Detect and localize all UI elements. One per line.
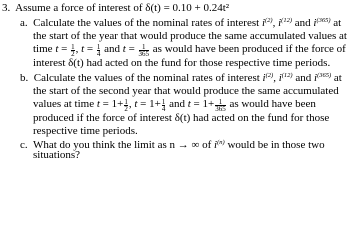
part-b-text-3b: as would have been: [229, 98, 316, 110]
part-a-line-2: the start of the year that would produce the same accumulated values at: [33, 30, 347, 42]
part-a-line-4: interest δ(t) had acted on the fund for those respective time periods.: [33, 57, 331, 69]
part-b-text-3: values at time: [33, 98, 95, 110]
time-values: t = 1+ $\frac{1}{2}$ , t = 1+ $\frac{1}{4}$ and t = 1+ $\frac{1}{365}$: [96, 98, 226, 113]
rate-symbols: $i^{(2)}$, $i^{(12)}$ and $i^{(365)}$ at: [262, 72, 342, 84]
part-a-text-1: Calculate the values of the nominal rates of interest: [33, 17, 260, 29]
question-stem: [2, 2, 229, 15]
part-b-line-3: [33, 98, 316, 112]
question-text: Assume a force of interest of δ(t) = 0.10 + 0.24t²: [15, 2, 230, 14]
question-number: 3.: [2, 2, 11, 14]
part-c-letter: c.: [20, 139, 28, 151]
part-c-text-1b: would be in those two: [227, 139, 325, 151]
part-a-text-3: as would have been produced if the force of: [152, 43, 346, 55]
rate-symbols: $i^{(2)}$, $i^{(12)}$ and $i^{(365)}$ at: [261, 17, 342, 29]
part-b-letter: b.: [20, 72, 29, 84]
part-b-line-5: respective time periods.: [33, 125, 138, 137]
part-c-line-2: situations?: [33, 149, 81, 161]
part-b-line-2: the start of the second year that would produce the same accumulated: [33, 85, 339, 97]
time-values: time t = $\frac{1}{2}$ , t = $\frac{1}{4}$ and t = $\frac{1}{365}$: [33, 43, 150, 58]
part-b-line-4: produced if the force of interest δ(t) had acted on the fund for those: [33, 112, 330, 124]
part-a-line-3: [33, 43, 346, 57]
part-b-text-1: Calculate the values of the nominal rates of interest: [33, 72, 260, 84]
part-a-letter: a.: [20, 17, 28, 29]
part-b-line-1: [20, 72, 342, 85]
part-a-line-1: [20, 17, 341, 30]
rate-symbol: $i^{(n)}$: [214, 139, 225, 151]
part-c-text-1: What do you think the limit as n → ∞ of: [32, 139, 212, 151]
